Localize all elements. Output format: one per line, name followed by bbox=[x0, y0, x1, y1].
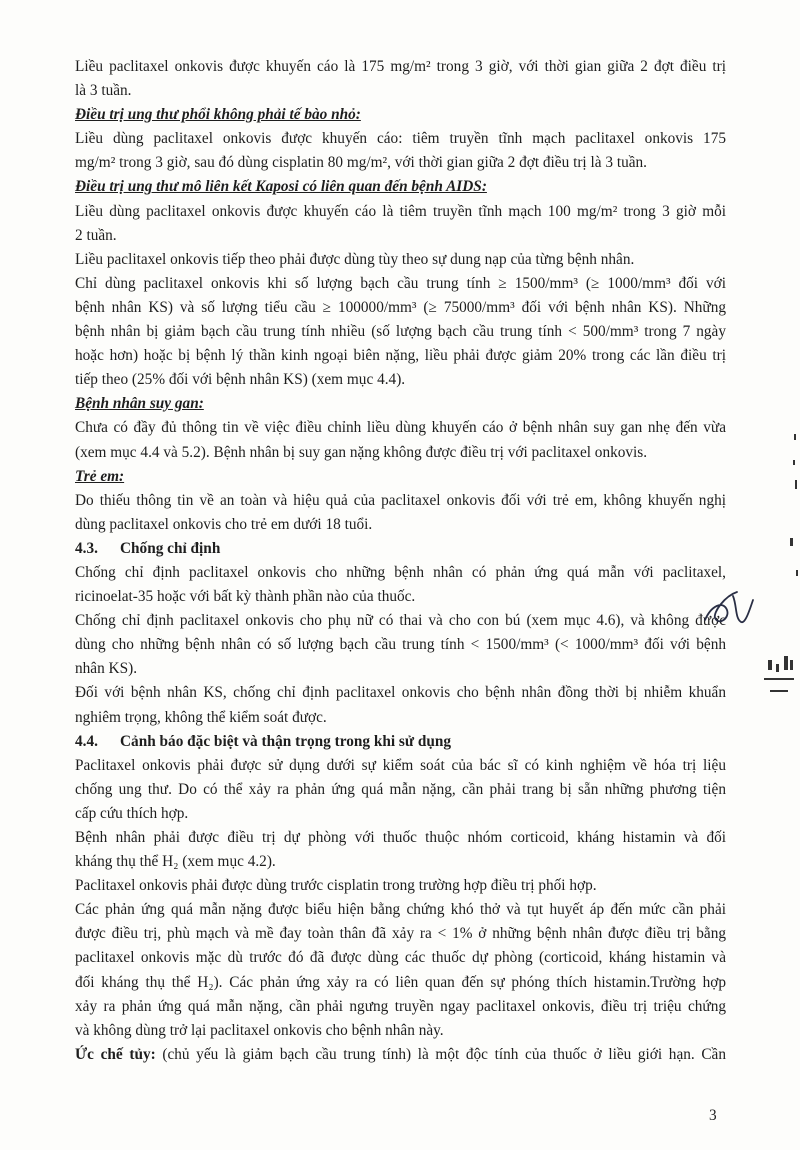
text-line: ricinoelat-35 hoặc với bất kỳ thành phần nào của thuốc. bbox=[75, 588, 416, 606]
section-heading-text: Trẻ em: bbox=[75, 467, 125, 485]
text-line: Liều paclitaxel onkovis được khuyến cáo là 175 mg/m² trong 3 giờ, với thời gian giữa 2 đợt điều trị bbox=[75, 58, 726, 75]
text-line: 2 tuần. bbox=[75, 226, 117, 244]
heading-title: Cảnh báo đặc biệt và thận trọng trong khi sử dụng bbox=[120, 732, 452, 750]
text-line: chống ung thư. Do có thể xảy ra phản ứng quá mẫn nặng, cần phải trang bị sẵn những phương tiện bbox=[75, 780, 726, 798]
document-body bbox=[75, 55, 726, 1067]
section-heading bbox=[75, 392, 726, 416]
lead-in-rest: (chủ yếu là giảm bạch cầu trung tính) là một độc tính của thuốc ở liều giới hạn. Cần bbox=[155, 1045, 726, 1063]
section-heading bbox=[75, 465, 726, 489]
scan-edge-marks bbox=[760, 420, 800, 740]
text-line: Chống chỉ định paclitaxel onkovis cho những bệnh nhân có phản ứng quá mẫn với paclitaxel, bbox=[75, 563, 726, 581]
text-line: Do thiếu thông tin về an toàn và hiệu quả của paclitaxel onkovis đối với trẻ em, không khuyến nghị bbox=[75, 491, 726, 509]
text-line: Đối với bệnh nhân KS, chống chỉ định paclitaxel onkovis cho bệnh nhân đồng thời bị nhiễm khuẩn bbox=[75, 684, 726, 702]
text-line: bệnh nhân bị giảm bạch cầu trung tính nhiều (số lượng bạch cầu trung tính < 500/mm³ trong 7 ngày bbox=[75, 323, 726, 341]
text-line: Chỉ dùng paclitaxel onkovis khi số lượng bạch cầu trung tính ≥ 1500/mm³ (≥ 1000/mm³ đối với bbox=[75, 274, 726, 292]
text-line: nghiêm trọng, không thể kiểm soát được. bbox=[75, 708, 327, 726]
heading-number: 4.3. bbox=[75, 539, 98, 557]
text-line: đối kháng thụ thể H₂). Các phản ứng xảy ra có liên quan đến sự phóng thích histamin.Trường hợp bbox=[75, 973, 726, 991]
text-line bbox=[75, 1043, 726, 1067]
section-heading bbox=[75, 103, 726, 127]
text-line: bệnh nhân KS) và số lượng tiểu cầu ≥ 100000/mm³ (≥ 75000/mm³ đối với bệnh nhân KS). Những bbox=[75, 298, 726, 316]
text-line: dùng cho những bệnh nhân có số lượng bạch cầu trung tính < 1500/mm³ (< 1000/mm³ đối với bệnh bbox=[75, 636, 726, 654]
section-heading-text: Điều trị ung thư phổi không phải tế bào nhỏ: bbox=[75, 106, 361, 124]
heading-number: 4.4. bbox=[75, 732, 98, 750]
text-line: hoặc hơn) hoặc bị bệnh lý thần kinh ngoại biên nặng, liều phải được giảm 20% trong các lần điều trị bbox=[75, 347, 726, 365]
text-line: xảy ra phản ứng quá mẫn nặng, cần phải ngưng truyền ngay paclitaxel onkovis, điều trị triệu chứng bbox=[75, 997, 726, 1015]
text-line: paclitaxel onkovis mặc dù trước đó đã được dùng các thuốc dự phòng (corticoid, kháng histamin và bbox=[75, 949, 726, 967]
section-heading-text: Bệnh nhân suy gan: bbox=[75, 395, 204, 413]
bold-lead-in: Ức chế tủy: bbox=[75, 1045, 156, 1063]
text-line: Liều dùng paclitaxel onkovis được khuyến cáo: tiêm truyền tĩnh mạch paclitaxel onkovis 175 bbox=[75, 130, 726, 148]
text-line: tiếp theo (25% đối với bệnh nhân KS) (xem mục 4.4). bbox=[75, 371, 406, 389]
section-heading-text: Điều trị ung thư mô liên kết Kaposi có liên quan đến bệnh AIDS: bbox=[75, 178, 487, 196]
section-heading bbox=[75, 175, 726, 199]
text-line: Paclitaxel onkovis phải được sử dụng dưới sự kiểm soát của bác sĩ có kinh nghiệm về hóa trị liệu bbox=[75, 756, 726, 774]
text-line: Các phản ứng quá mẫn nặng được biểu hiện bằng chứng khó thở và tụt huyết áp đến mức cần phải bbox=[75, 901, 726, 919]
numbered-heading bbox=[75, 730, 726, 754]
text-line: Liều paclitaxel onkovis tiếp theo phải được dùng tùy theo sự dung nạp của từng bệnh nhân. bbox=[75, 250, 635, 268]
text-line: dùng paclitaxel onkovis cho trẻ em dưới 18 tuổi. bbox=[75, 515, 373, 533]
text-line: nhân KS). bbox=[75, 660, 138, 678]
text-line: và không dùng trở lại paclitaxel onkovis cho bệnh nhân này. bbox=[75, 1021, 444, 1039]
text-line: là 3 tuần. bbox=[75, 82, 132, 100]
text-line: (xem mục 4.4 và 5.2). Bệnh nhân bị suy gan nặng không được điều trị với paclitaxel onkovis. bbox=[75, 443, 648, 461]
numbered-heading bbox=[75, 537, 726, 561]
handwritten-signature bbox=[697, 582, 757, 642]
heading-title: Chống chỉ định bbox=[120, 539, 221, 557]
text-line: Chống chỉ định paclitaxel onkovis cho phụ nữ có thai và cho con bú (xem mục 4.6), và không được bbox=[75, 612, 726, 630]
text-line: mg/m² trong 3 giờ, sau đó dùng cisplatin 80 mg/m², với thời gian giữa 2 đợt điều trị là 3 tuần. bbox=[75, 154, 647, 172]
text-line: Paclitaxel onkovis phải được dùng trước cisplatin trong trường hợp điều trị phối hợp. bbox=[75, 877, 597, 895]
text-line: Bệnh nhân phải được điều trị dự phòng với thuốc thuộc nhóm corticoid, kháng histamin và đối bbox=[75, 829, 726, 846]
text-line: cấp cứu thích hợp. bbox=[75, 804, 189, 822]
text-line: Liều dùng paclitaxel onkovis được khuyến cáo là tiêm truyền tĩnh mạch 100 mg/m² trong 3 giờ mỗi bbox=[75, 202, 726, 220]
text-line: kháng thụ thể H₂ (xem mục 4.2). bbox=[75, 853, 276, 871]
page-number: 3 bbox=[709, 1107, 717, 1124]
text-line: được điều trị, phù mạch và mề đay toàn thân đã xảy ra < 1% ở những bệnh nhân được điều trị bằng bbox=[75, 925, 726, 943]
text-line: Chưa có đầy đủ thông tin về việc điều chỉnh liều dùng khuyến cáo ở bệnh nhân suy gan nhẹ đến vừa bbox=[75, 419, 726, 437]
